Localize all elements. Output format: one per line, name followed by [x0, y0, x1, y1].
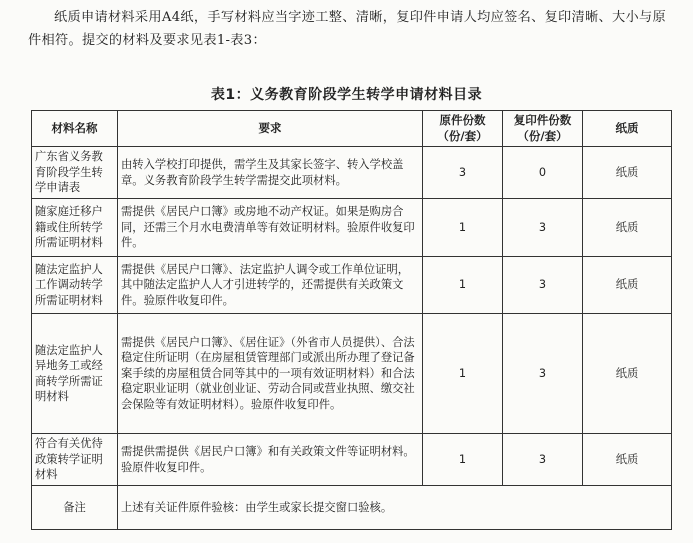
material-name: 随法定监护人工作调动转学所需证明材料 [32, 257, 118, 314]
note-label: 备注 [32, 486, 118, 530]
original-count: 1 [423, 199, 503, 257]
material-name: 符合有关优待政策转学证明材料 [32, 434, 118, 486]
header-requirement: 要求 [118, 111, 423, 147]
material-requirement: 需提供需提供《居民户口簿》和有关政策文件等证明材料。验原件收复印件。 [118, 434, 423, 486]
header-paper: 纸质 [583, 111, 672, 147]
material-requirement: 需提供《居民户口簿》、《居住证》（外省市人员提供）、合法稳定住所证明（在房屋租赁管理部门或派出所办理了登记备案手续的房屋租赁合同等其中的一项有效证明材料）和合法稳定职业证明（就业创业证、劳动合同或营业执照、缴交社会保险等有效证明材料）。验原件收复印件。 [118, 314, 423, 434]
copy-count: 3 [503, 199, 583, 257]
table-row [32, 257, 672, 314]
intro-paragraph: 纸质申请材料采用A4纸，手写材料应当字迹工整、清晰，复印件申请人均应签名、复印清晰、大小与原件相符。提交的材料及要求见表1-表3： [28, 10, 666, 48]
table-title: 表1：义务教育阶段学生转学申请材料目录 [210, 87, 483, 103]
material-requirement: 需提供《居民户口簿》或房地不动产权证。如果是购房合同，还需三个月水电费清单等有效证明材料。验原件收复印件。 [118, 199, 423, 257]
copy-count: 3 [503, 434, 583, 486]
material-name: 广东省义务教育阶段学生转学申请表 [32, 147, 118, 199]
note-row [32, 486, 672, 530]
material-name: 随法定监护人异地务工或经商转学所需证明材料 [32, 314, 118, 434]
header-name: 材料名称 [32, 111, 118, 147]
original-count: 1 [423, 314, 503, 434]
original-count: 1 [423, 434, 503, 486]
copy-count: 3 [503, 314, 583, 434]
paper-type: 纸质 [583, 434, 672, 486]
original-count: 1 [423, 257, 503, 314]
header-original: 原件份数（份/套） [423, 111, 503, 147]
material-requirement: 由转入学校打印提供，需学生及其家长签字、转入学校盖章。义务教育阶段学生转学需提交此项材料。 [118, 147, 423, 199]
copy-count: 3 [503, 257, 583, 314]
original-count: 3 [423, 147, 503, 199]
paper-type: 纸质 [583, 147, 672, 199]
note-text: 上述有关证件原件验核：由学生或家长提交窗口验核。 [118, 486, 672, 530]
material-name: 随家庭迁移户籍或住所转学所需证明材料 [32, 199, 118, 257]
material-requirement: 需提供《居民户口簿》、法定监护人调令或工作单位证明，其中随法定监护人人才引进转学的，还需提供有关政策文件。验原件收复印件。 [118, 257, 423, 314]
table-row [32, 147, 672, 199]
table-row [32, 434, 672, 486]
copy-count: 0 [503, 147, 583, 199]
materials-table [31, 110, 672, 530]
table-row [32, 199, 672, 257]
header-copy: 复印件份数（份/套） [503, 111, 583, 147]
table-row [32, 314, 672, 434]
paper-type: 纸质 [583, 314, 672, 434]
table-header-row [32, 111, 672, 147]
paper-type: 纸质 [583, 199, 672, 257]
paper-type: 纸质 [583, 257, 672, 314]
